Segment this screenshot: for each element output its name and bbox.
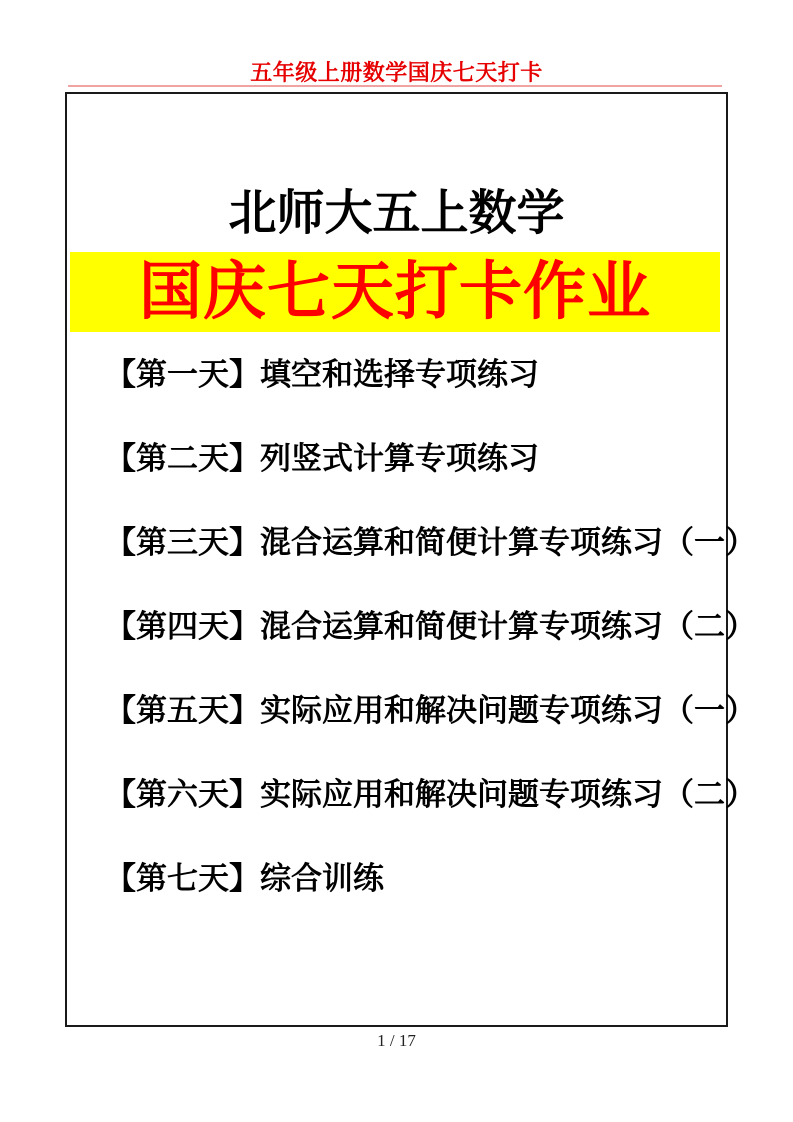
toc-item-day2: 【第二天】列竖式计算专项练习 xyxy=(105,441,539,476)
toc-item-day6: 【第六天】实际应用和解决问题专项练习（二） xyxy=(105,777,756,812)
toc-item-day1: 【第一天】填空和选择专项练习 xyxy=(105,357,539,392)
toc-list xyxy=(105,357,756,947)
cover-box xyxy=(65,92,756,1027)
toc-item-day4: 【第四天】混合运算和简便计算专项练习（二） xyxy=(105,609,756,644)
toc-item-day3: 【第三天】混合运算和简便计算专项练习（一） xyxy=(105,525,756,560)
page-number: 1 / 17 xyxy=(377,1031,416,1050)
toc-item-day5: 【第五天】实际应用和解决问题专项练习（一） xyxy=(105,693,756,728)
cover-title: 北师大五上数学 xyxy=(228,187,565,240)
header-underline xyxy=(68,85,722,87)
highlight-title: 国庆七天打卡作业 xyxy=(139,257,651,327)
highlight-banner xyxy=(70,252,720,332)
page-header-title: 五年级上册数学国庆七天打卡 xyxy=(250,60,543,85)
toc-item-day7: 【第七天】综合训练 xyxy=(105,861,384,896)
